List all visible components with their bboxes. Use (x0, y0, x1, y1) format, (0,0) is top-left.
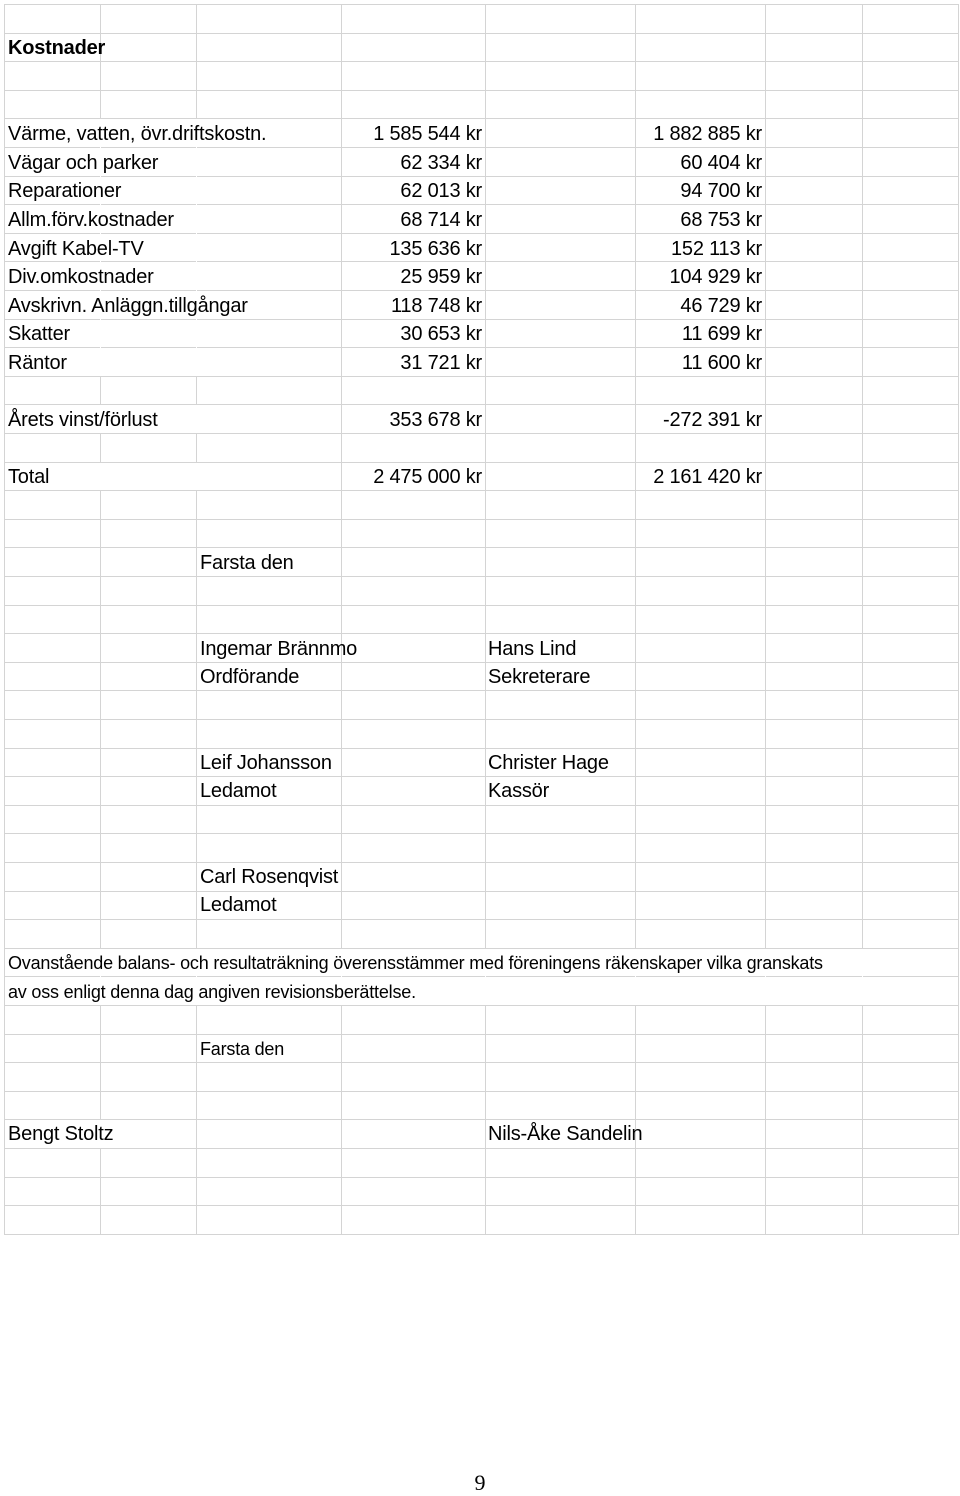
result-label: Årets vinst/förlust (8, 409, 158, 431)
grid-row-line (4, 891, 959, 892)
cost-value-1: 25 959 kr (400, 266, 482, 288)
cost-label: Skatter (8, 323, 70, 345)
auditor-name: Nils-Åke Sandelin (488, 1123, 643, 1145)
grid-row-line (4, 1119, 959, 1120)
audit-statement-line-2: av oss enligt denna dag angiven revisionsberättelse. (8, 982, 416, 1002)
grid-row-line (4, 1234, 959, 1235)
cost-value-2: 60 404 kr (680, 152, 762, 174)
grid-row-line (4, 404, 959, 405)
cost-value-1: 118 748 kr (390, 295, 482, 317)
grid-row-line (4, 662, 959, 663)
cost-value-1: 62 334 kr (400, 152, 482, 174)
grid-row-line (4, 690, 959, 691)
cost-label: Allm.förv.kostnader (8, 209, 174, 231)
grid-row-line (4, 833, 959, 834)
signatory-role: Ledamot (200, 780, 277, 802)
overflow-mask (196, 463, 197, 490)
grid-row-line (4, 1205, 959, 1206)
grid-row-line (4, 1091, 959, 1092)
grid-row-line (4, 61, 959, 62)
grid-row-line (4, 1062, 959, 1063)
overflow-mask (196, 405, 197, 433)
cost-value-2: 104 929 kr (669, 266, 762, 288)
cost-label: Avgift Kabel-TV (8, 238, 144, 260)
total-label: Total (8, 466, 50, 488)
cost-label: Reparationer (8, 180, 122, 202)
grid-row-line (4, 776, 959, 777)
cost-value-2: 1 882 885 kr (653, 123, 762, 145)
section-title: Kostnader (8, 37, 106, 59)
grid-row-line (4, 748, 959, 749)
auditor-name: Bengt Stoltz (8, 1123, 114, 1145)
cost-label: Avskrivn. Anläggn.tillgångar (8, 295, 248, 317)
place-date: Farsta den (200, 552, 294, 574)
grid-column-line (4, 4, 5, 1235)
grid-row-line (4, 1034, 959, 1035)
grid-column-line (958, 4, 959, 1235)
result-value-2: -272 391 kr (663, 409, 762, 431)
grid-row-line (4, 605, 959, 606)
cost-label: Div.omkostnader (8, 266, 154, 288)
grid-column-line (765, 4, 766, 1235)
signatory-name: Carl Rosenqvist (200, 866, 339, 888)
cost-label: Värme, vatten, övr.driftskostn. (8, 123, 267, 145)
cost-value-1: 30 653 kr (400, 323, 482, 345)
signatory-role: Sekreterare (488, 666, 591, 688)
grid-row-line (4, 719, 959, 720)
cost-value-1: 135 636 kr (389, 238, 482, 260)
signatory-role: Kassör (488, 780, 550, 802)
result-value-1: 353 678 kr (389, 409, 482, 431)
audit-statement-line-1: Ovanstående balans- och resultaträkning överensstämmer med föreningens räkenskaper vilka granskats (8, 953, 823, 973)
signatory-name: Christer Hage (488, 752, 609, 774)
grid-row-line (4, 576, 959, 577)
cost-label: Vägar och parker (8, 152, 159, 174)
spreadsheet-grid (4, 4, 959, 1233)
cost-label: Räntor (8, 352, 67, 374)
signatory-role: Ordförande (200, 666, 300, 688)
page-number: 9 (474, 1470, 486, 1495)
grid-row-line (4, 118, 959, 119)
grid-column-line (485, 4, 486, 1235)
total-value-1: 2 475 000 kr (373, 466, 482, 488)
grid-row-line (4, 633, 959, 634)
cost-value-2: 152 113 kr (670, 238, 762, 260)
grid-row-line (4, 1177, 959, 1178)
grid-row-line (4, 519, 959, 520)
cost-value-2: 11 699 kr (681, 323, 762, 345)
cost-value-2: 68 753 kr (680, 209, 762, 231)
cost-value-1: 31 721 kr (400, 352, 482, 374)
total-value-2: 2 161 420 kr (653, 466, 762, 488)
cost-value-2: 94 700 kr (680, 180, 762, 202)
grid-row-line (4, 547, 959, 548)
grid-row-line (4, 33, 959, 34)
signatory-name: Hans Lind (488, 638, 577, 660)
cost-value-1: 68 714 kr (400, 209, 482, 231)
overflow-mask (862, 949, 863, 1005)
grid-row-line (4, 862, 959, 863)
overflow-mask (100, 463, 101, 490)
signatory-name: Ingemar Brännmo (200, 638, 358, 660)
signatory-name: Leif Johansson (200, 752, 332, 774)
overflow-mask (196, 119, 197, 376)
place-date-auditors: Farsta den (200, 1039, 285, 1059)
grid-row-line (4, 919, 959, 920)
cost-value-2: 46 729 kr (680, 295, 762, 317)
cost-value-1: 1 585 544 kr (373, 123, 482, 145)
grid-column-line (862, 4, 863, 1235)
cost-value-2: 11 600 kr (681, 352, 762, 374)
grid-row-line (4, 4, 959, 5)
signatory-role: Ledamot (200, 894, 277, 916)
cost-value-1: 62 013 kr (400, 180, 482, 202)
grid-row-line (4, 90, 959, 91)
grid-row-line (4, 805, 959, 806)
grid-row-line (4, 1148, 959, 1149)
